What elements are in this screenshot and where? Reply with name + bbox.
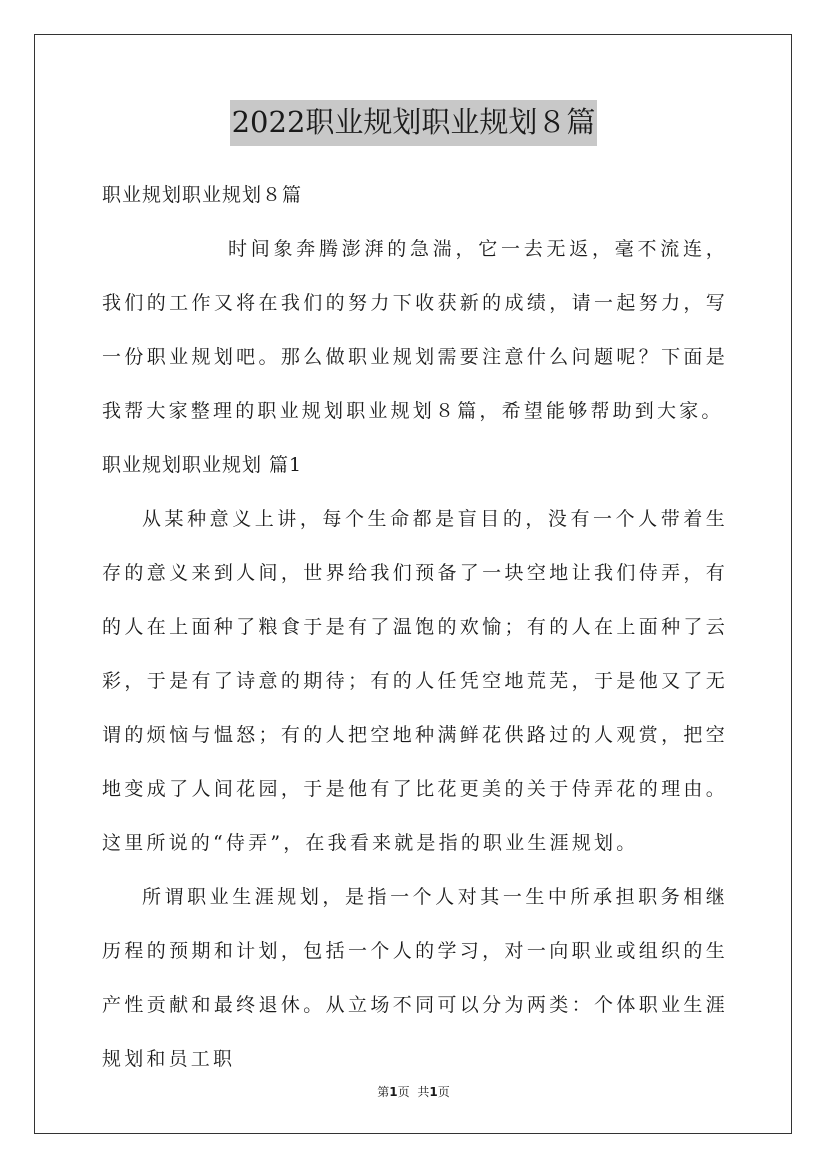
page-number: 1: [389, 1085, 398, 1099]
body-paragraph-2: 所谓职业生涯规划，是指一个人对其一生中所承担职务相继历程的预期和计划，包括一个人的学习，对一向职业或组织的生产性贡献和最终退休。从立场不同可以分为两类：个体职业生涯规划和员工职: [102, 886, 728, 1070]
page-footer: [0, 1083, 827, 1100]
total-suffix: 页: [437, 1085, 450, 1099]
document-title: 2022职业规划职业规划８篇: [230, 100, 598, 146]
page-prefix: 第: [377, 1085, 390, 1099]
page-suffix: 页: [397, 1085, 410, 1099]
document-title-container: [0, 100, 827, 146]
document-body: [102, 168, 728, 1086]
body-paragraph-1: 从某种意义上讲，每个生命都是盲目的，没有一个人带着生存的意义来到人间，世界给我们预备了一块空地让我们侍弄，有的人在上面种了粮食于是有了温饱的欢愉；有的人在上面种了云彩，于是有了诗意的期待；有的人任凭空地荒芜，于是他又了无谓的烦恼与愠怒；有的人把空地种满鲜花供路过的人观赏，把空地变成了人间花园，于是他有了比花更美的关于侍弄花的理由。这里所说的“侍弄”，在我看来就是指的职业生涯规划。: [102, 508, 728, 854]
total-pages: 1: [429, 1085, 438, 1099]
total-prefix: 共: [417, 1085, 430, 1099]
intro-paragraph: 时间象奔腾澎湃的急湍，它一去无返，毫不流连，我们的工作又将在我们的努力下收获新的成绩，请一起努力，写一份职业规划吧。那么做职业规划需要注意什么问题呢？下面是我帮大家整理的职业规划职业规划８篇，希望能够帮助到大家。: [102, 238, 728, 422]
document-subtitle: 职业规划职业规划８篇: [102, 184, 303, 206]
section-heading: 职业规划职业规划 篇1: [102, 454, 303, 476]
